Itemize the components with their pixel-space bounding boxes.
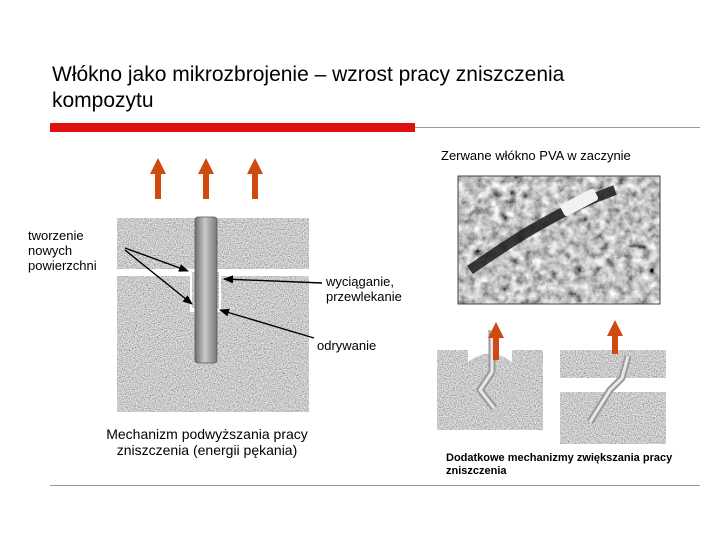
footer-rule [50, 485, 700, 486]
slide-title: Włókno jako mikrozbrojenie – wzrost pracy zniszczenia kompozytu [52, 63, 565, 112]
tension-arrow [198, 158, 214, 199]
tension-arrow [607, 320, 623, 354]
tension-arrows-main [150, 158, 263, 199]
caption-pva-fiber: Zerwane włókno PVA w zaczynie [441, 148, 631, 163]
additional-mechanism-right [560, 350, 666, 444]
label-new-surfaces: tworzenie nowych powierzchni [28, 228, 97, 273]
caption-additional-mechanisms: Dodatkowe mechanizmy zwiększania pracy zniszczenia [446, 452, 673, 477]
label-pullout: wyciąganie, przewlekanie [326, 274, 402, 304]
tension-arrow [150, 158, 166, 199]
additional-mechanism-left [437, 330, 543, 430]
caption-mechanism: Mechanizm podwyższania pracy zniszczenia (energii pękania) [106, 426, 308, 458]
sem-micrograph-pva [458, 176, 660, 304]
label-debonding: odrywanie [317, 338, 377, 353]
tension-arrow [247, 158, 263, 199]
pva-fiber [195, 217, 217, 363]
